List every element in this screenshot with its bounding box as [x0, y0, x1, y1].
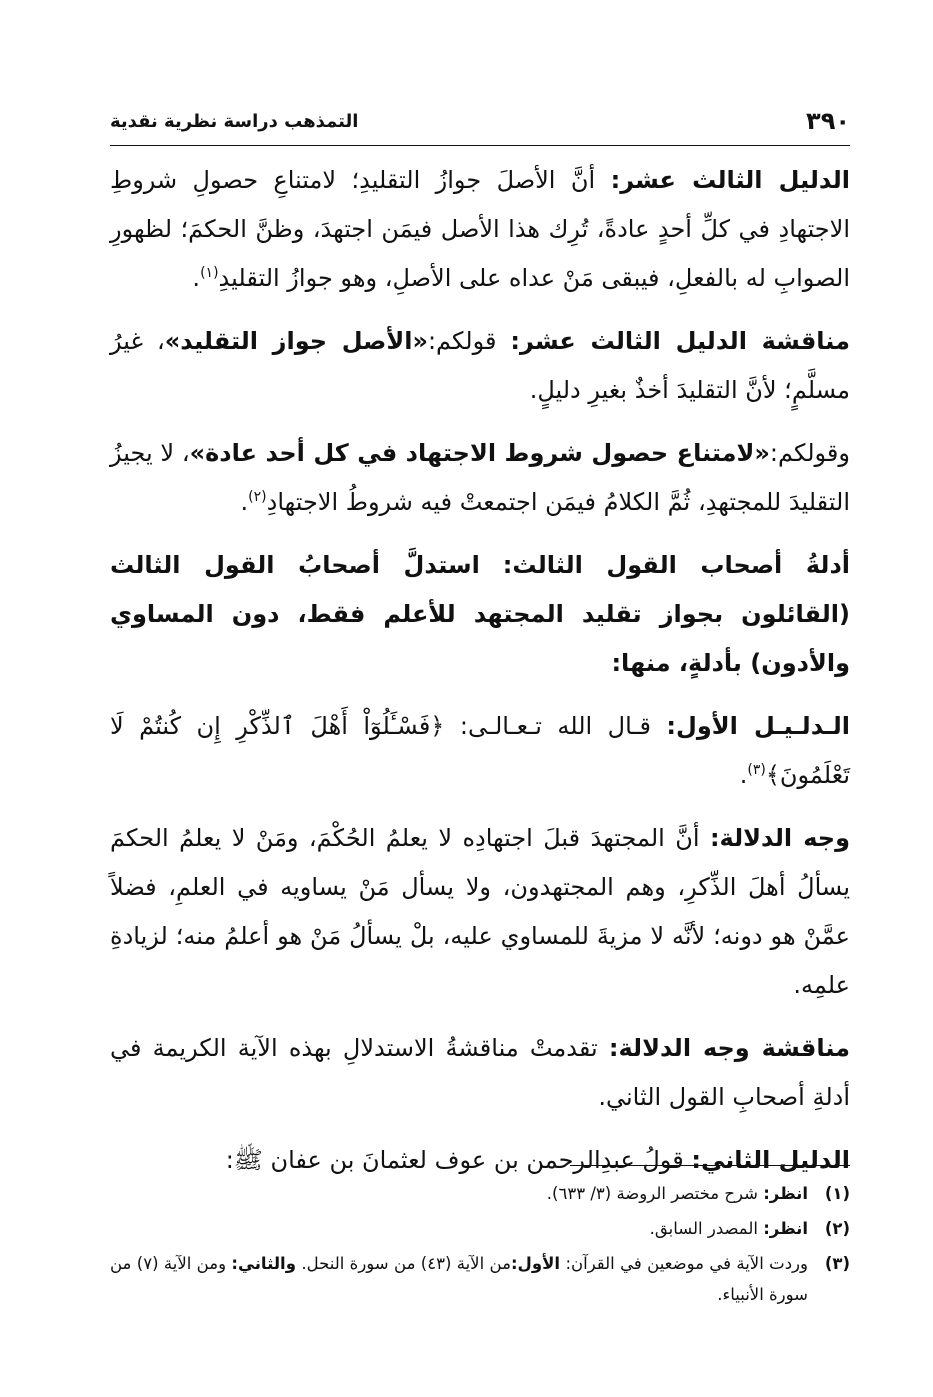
paragraph-indication	[110, 814, 850, 1010]
paragraph-intro: وقولكم:	[769, 439, 850, 467]
footnote-text	[110, 1248, 808, 1310]
running-header	[110, 105, 850, 146]
page-number: ٣٩٠	[806, 107, 850, 135]
footnote-body: شرح مختصر الروضة (٣/ ٦٣٣).	[546, 1184, 758, 1203]
paragraph-end: :	[225, 1146, 234, 1174]
footnote-body: من الآية (٤٣) من سورة النحل.	[301, 1254, 511, 1273]
paragraph-heading: أدلةُ أصحاب القول الثالث:	[502, 551, 850, 579]
footnote-item	[110, 1178, 850, 1209]
footnote-number: (٢)	[824, 1219, 850, 1238]
footnote-number: (١)	[824, 1184, 850, 1203]
paragraph-heading: الدليل الثالث عشر:	[610, 166, 850, 194]
paragraph-text: ، غيرُ مسلَّمٍ؛ لأنَّ التقليدَ أخذٌ بغيرِ دليلٍ.	[110, 327, 850, 404]
footnote-number: (٣)	[824, 1254, 850, 1273]
paragraph-indication-discussion	[110, 1024, 850, 1122]
footnote-ref[interactable]: (١)	[200, 265, 219, 281]
paragraph-intro: قولكم:	[427, 327, 497, 355]
paragraph-text: قولُ عبدِالرحمن بن عوف لعثمانَ بن عفان	[270, 1146, 684, 1174]
paragraph-text: تقدمتْ مناقشةُ الاستدلالِ بهذه الآية الكريمة في أدلةِ أصحابِ القول الثاني.	[110, 1034, 850, 1111]
footnote-text	[110, 1178, 808, 1209]
paragraph-text: أنَّ الأصلَ جوازُ التقليدِ؛ لامتناعِ حصولِ شروطِ الاجتهادِ في كلِّ أحدٍ عادةً، تُرِك هذا الأصل فيمَن اجتهدَ، وظنَّ الحكمَ؛ لظهورِ الصوابِ له بالفعلِ، فيبقى مَنْ عداه على الأصلِ، وهو جوازُ التقليدِ	[110, 166, 850, 292]
footnote-body: ومن الآية (٧) من سورة الأنبياء.	[110, 1254, 808, 1304]
footnote-item	[110, 1248, 850, 1310]
paragraph-text: أنَّ المجتهدَ قبلَ اجتهادِه لا يعلمُ الحُكْمَ، ومَنْ لا يعلمُ الحكمَ يسألُ أهلَ الذِّكرِ، وهم المجتهدون، ولا يسأل مَنْ يساويه في العلمِ، فضلاً عمَّنْ هو دونه؛ لأنَّه لا مزيةَ للمساوي عليه، بلْ يسألُ مَنْ هو أعلمُ منه؛ لزيادةِ علمِه.	[110, 824, 850, 999]
paragraph-text: قـال الله تـعـالـى:	[459, 712, 651, 740]
paragraph-discussion-13-cont	[110, 429, 850, 527]
footnote-label: انظر:	[763, 1184, 808, 1203]
book-title: التمذهب دراسة نظرية نقدية	[110, 111, 359, 132]
paragraph-discussion-13	[110, 317, 850, 415]
footnote-ref[interactable]: (٣)	[747, 762, 766, 778]
footnote-item	[110, 1213, 850, 1244]
footnote-divider	[570, 1165, 850, 1166]
footnote-ref[interactable]: (٢)	[248, 489, 267, 505]
paragraph-end: .	[240, 488, 249, 516]
quoted-claim: «لامتناع حصول شروط الاجتهاد في كل أحد عادة»	[189, 439, 770, 467]
main-text	[110, 156, 850, 1199]
paragraph-first-evidence	[110, 702, 850, 800]
honorific-glyph: ﷺ	[233, 1146, 263, 1174]
paragraph-third-opinion	[110, 541, 850, 688]
paragraph-text: استدلَّ أصحابُ القول الثالث (القائلون بجواز تقليد المجتهد للأعلم فقط، دون المساوي والأدون) بأدلةٍ، منها:	[110, 551, 850, 677]
paragraph-end: .	[739, 761, 748, 789]
quran-verse: ﴿فَسْـَٔلُوٓاْ أَهْلَ ٱلذِّكْرِ إِن كُنتُمْ لَا تَعْلَمُونَ﴾	[110, 712, 850, 789]
paragraph-heading: الـدلـيـل الأول:	[666, 712, 851, 740]
paragraph-heading: مناقشة الدليل الثالث عشر:	[510, 327, 850, 355]
footnote-label: انظر:	[763, 1219, 808, 1238]
quoted-claim: «الأصل جواز التقليد»	[164, 327, 428, 355]
paragraph-end: .	[192, 264, 201, 292]
paragraph-evidence-13	[110, 156, 850, 303]
footnote-label: الأول:	[510, 1254, 561, 1273]
footnotes	[110, 1178, 850, 1314]
paragraph-heading: مناقشة وجه الدلالة:	[608, 1034, 850, 1062]
footnote-body: وردت الآية في موضعين في القرآن:	[565, 1254, 808, 1273]
footnote-body: المصدر السابق.	[649, 1219, 758, 1238]
paragraph-heading: وجه الدلالة:	[709, 824, 850, 852]
paragraph-heading: الدليل الثاني:	[691, 1146, 850, 1174]
footnote-label: والثاني:	[231, 1254, 296, 1273]
footnote-text	[110, 1213, 808, 1244]
paragraph-text: ، لا يجيزُ التقليدَ للمجتهدِ، ثُمَّ الكلامُ فيمَن اجتمعتْ فيه شروطُ الاجتهادِ	[110, 439, 850, 516]
